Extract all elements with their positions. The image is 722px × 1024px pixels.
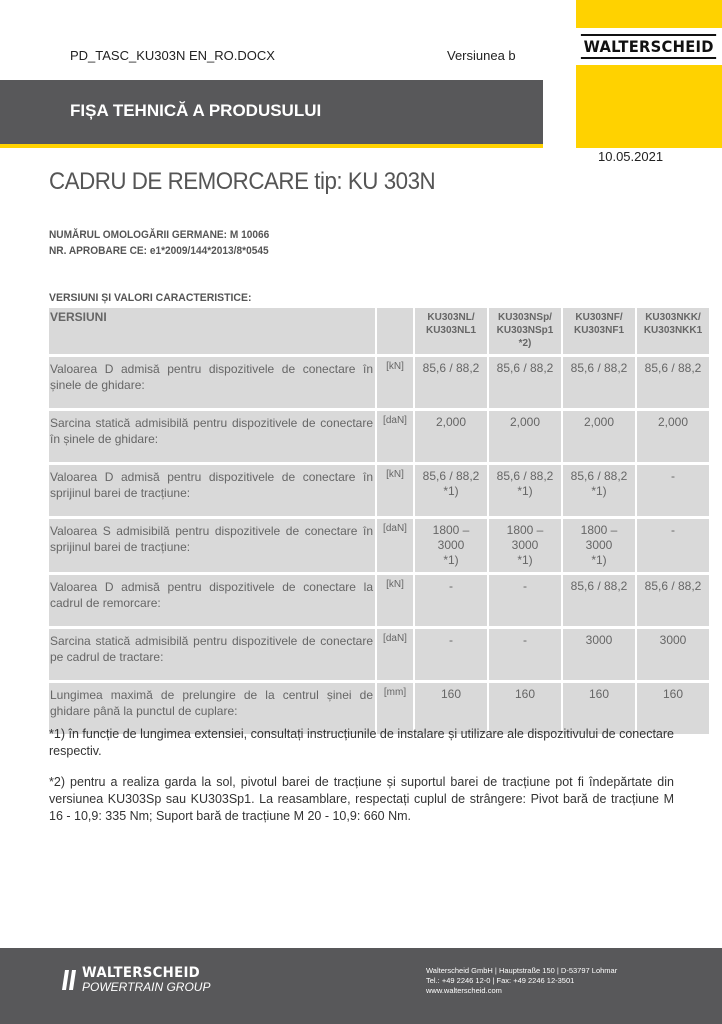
row-unit: [kN] [377, 575, 413, 626]
row-unit: [daN] [377, 629, 413, 680]
row-value: - [637, 519, 709, 572]
row-unit: [daN] [377, 519, 413, 572]
footer-subbrand: POWERTRAIN GROUP [82, 980, 211, 994]
row-unit: [kN] [377, 465, 413, 516]
row-value: 160 [489, 683, 561, 734]
table-row [49, 411, 709, 462]
footer-logo [62, 966, 210, 994]
row-value: - [415, 629, 487, 680]
table-header-unit [377, 308, 413, 354]
walterscheid-emblem-icon [62, 968, 78, 992]
row-value: 160 [415, 683, 487, 734]
document-date: 10.05.2021 [598, 149, 664, 164]
row-value: 1800 – 3000 *1) [415, 519, 487, 572]
row-value: 85,6 / 88,2 [563, 357, 635, 408]
row-value: 85,6 / 88,2 [415, 357, 487, 408]
table-row [49, 465, 709, 516]
row-value: 160 [563, 683, 635, 734]
specifications-table [49, 305, 711, 737]
table-row [49, 357, 709, 408]
footnote-1: *1) în funcție de lungimea extensiei, consultați instrucțiunile de instalare și utilizare ale dispozitivului de conectare respectiv. [49, 727, 674, 758]
table-row [49, 519, 709, 572]
german-approval-number: NUMĂRUL OMOLOGĂRII GERMANE: M 10066 [49, 229, 270, 241]
column-header-text: KU303NKK/ KU303NKK1 [643, 312, 703, 336]
column-header [637, 308, 709, 354]
row-value: 85,6 / 88,2 *1) [563, 465, 635, 516]
column-header [415, 308, 487, 354]
version-label: Versiunea b [447, 48, 516, 63]
row-value: 85,6 / 88,2 [489, 357, 561, 408]
footer-brand: WALTERSCHEID [82, 965, 201, 981]
footer-logo-text [82, 966, 210, 994]
row-value: 85,6 / 88,2 [563, 575, 635, 626]
walterscheid-logo [576, 28, 722, 65]
row-value: 85,6 / 88,2 *1) [489, 465, 561, 516]
footer-address [426, 966, 617, 996]
brand-yellow-block [576, 0, 722, 148]
table-row [49, 629, 709, 680]
row-value: - [415, 575, 487, 626]
ec-approval-number: NR. APROBARE CE: e1*2009/144*2013/8*0545 [49, 245, 269, 257]
table-header-row [49, 308, 709, 354]
footnote-2: *2) pentru a realiza garda la sol, pivotul barei de tracțiune și suportul barei de tracțiune pot fi îndepărtate din versiunea KU303Sp sau KU303Sp1. La reasamblare, respectați cuplul de strângere: Pivot bară de tracțiune M 16 - 10,9: 335 Nm; Suport bară de tracțiune M 20 - 10,9: 660 Nm. [49, 775, 674, 823]
row-value: 2,000 [637, 411, 709, 462]
row-unit: [mm] [377, 683, 413, 734]
row-description: Valoarea D admisă pentru dispozitivele de conectare la cadrul de remorcare: [49, 575, 375, 626]
row-value: 3000 [563, 629, 635, 680]
column-header-text: KU303NL/ KU303NL1 [425, 312, 477, 336]
row-value: - [489, 629, 561, 680]
row-value: 160 [637, 683, 709, 734]
title-bar-accent [0, 144, 543, 148]
row-value: 2,000 [415, 411, 487, 462]
row-value: 2,000 [563, 411, 635, 462]
row-description: Lungimea maximă de prelungire de la centrul șinei de ghidare până la punctul de cuplare: [49, 683, 375, 734]
table-row [49, 575, 709, 626]
logo-text: WALTERSCHEID [581, 34, 717, 59]
row-description: Sarcina statică admisibilă pentru dispozitivele de conectare pe cadrul de tractare: [49, 629, 375, 680]
row-description: Valoarea D admisă pentru dispozitivele de conectare în sprijinul barei de tracțiune: [49, 465, 375, 516]
row-value: 85,6 / 88,2 [637, 575, 709, 626]
product-title: CADRU DE REMORCARE tip: KU 303N [49, 168, 436, 195]
row-description: Sarcina statică admisibilă pentru dispozitivele de conectare în șinele de ghidare: [49, 411, 375, 462]
document-type-title: FIȘA TEHNICĂ A PRODUSULUI [70, 101, 322, 120]
row-unit: [daN] [377, 411, 413, 462]
row-value: 1800 – 3000 *1) [563, 519, 635, 572]
column-header [489, 308, 561, 354]
column-header [563, 308, 635, 354]
footer-address-line: Walterscheid GmbH | Hauptstraße 150 | D-53797 Lohmar [426, 966, 618, 975]
footer-website: www.walterscheid.com [426, 986, 502, 995]
table-header-label: VERSIUNI [49, 308, 375, 354]
row-value: 2,000 [489, 411, 561, 462]
row-value: 1800 – 3000 *1) [489, 519, 561, 572]
row-value: - [637, 465, 709, 516]
row-unit: [kN] [377, 357, 413, 408]
row-value: - [489, 575, 561, 626]
row-value: 85,6 / 88,2 [637, 357, 709, 408]
row-description: Valoarea S admisibilă pentru dispozitivele de conectare în sprijinul barei de tracțiune: [49, 519, 375, 572]
row-value: 3000 [637, 629, 709, 680]
footer-address-line: Tel.: +49 2246 12-0 | Fax: +49 2246 12-3501 [426, 976, 575, 985]
row-value: 85,6 / 88,2 *1) [415, 465, 487, 516]
section-heading: VERSIUNI ȘI VALORI CARACTERISTICE: [49, 292, 252, 304]
column-header-text: KU303NF/ KU303NF1 [573, 312, 625, 336]
column-header-text: KU303NSp/ KU303NSp1 *2) [496, 312, 554, 349]
row-description: Valoarea D admisă pentru dispozitivele de conectare în șinele de ghidare: [49, 357, 375, 408]
document-filename: PD_TASC_KU303N EN_RO.DOCX [70, 48, 275, 63]
